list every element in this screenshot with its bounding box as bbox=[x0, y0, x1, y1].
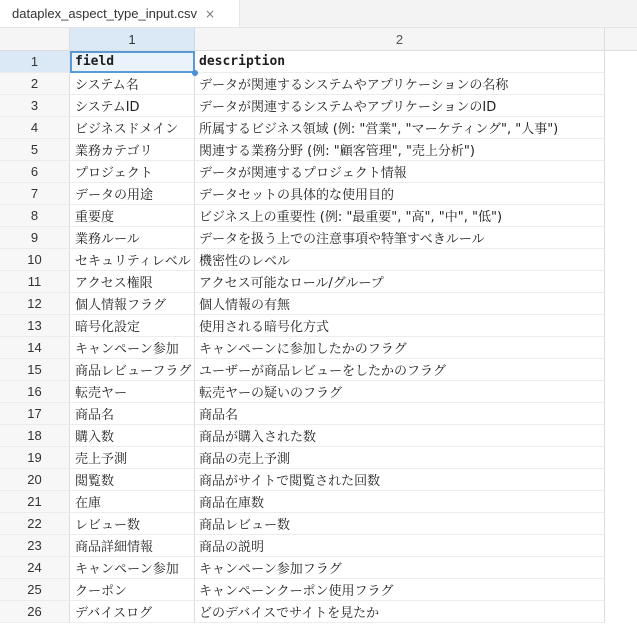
table-row bbox=[0, 315, 637, 337]
cell-field[interactable]: 売上予測 bbox=[70, 447, 195, 469]
cell-field[interactable]: アクセス権限 bbox=[70, 271, 195, 293]
table-row bbox=[0, 249, 637, 271]
row-number[interactable]: 13 bbox=[0, 315, 70, 337]
cell-description[interactable]: 商品の売上予測 bbox=[195, 447, 605, 469]
table-row bbox=[0, 601, 637, 623]
cell-field[interactable]: 商品名 bbox=[70, 403, 195, 425]
table-row bbox=[0, 161, 637, 183]
table-row bbox=[0, 271, 637, 293]
column-header-1[interactable]: 1 bbox=[70, 28, 195, 51]
table-row bbox=[0, 403, 637, 425]
row-number[interactable]: 5 bbox=[0, 139, 70, 161]
table-row bbox=[0, 73, 637, 95]
table-row bbox=[0, 95, 637, 117]
row-number[interactable]: 23 bbox=[0, 535, 70, 557]
cell-field[interactable]: キャンペーン参加 bbox=[70, 337, 195, 359]
table-row bbox=[0, 447, 637, 469]
row-number[interactable]: 21 bbox=[0, 491, 70, 513]
row-number[interactable]: 7 bbox=[0, 183, 70, 205]
cell-field[interactable]: プロジェクト bbox=[70, 161, 195, 183]
cell-description[interactable]: 商品レビュー数 bbox=[195, 513, 605, 535]
cell-field[interactable]: 閲覧数 bbox=[70, 469, 195, 491]
cell-description[interactable]: 所属するビジネス領域 (例: "営業", "マーケティング", "人事") bbox=[195, 117, 605, 139]
cell-field[interactable]: 転売ヤー bbox=[70, 381, 195, 403]
cell-description[interactable]: 転売ヤーの疑いのフラグ bbox=[195, 381, 605, 403]
row-number[interactable]: 22 bbox=[0, 513, 70, 535]
cell-description[interactable]: キャンペーンに参加したかのフラグ bbox=[195, 337, 605, 359]
cell-description[interactable]: 商品がサイトで閲覧された回数 bbox=[195, 469, 605, 491]
table-row bbox=[0, 205, 637, 227]
cell-field[interactable]: システムID bbox=[70, 95, 195, 117]
cell-description[interactable]: 機密性のレベル bbox=[195, 249, 605, 271]
table-row bbox=[0, 381, 637, 403]
cell-description[interactable]: 商品の説明 bbox=[195, 535, 605, 557]
row-number[interactable]: 14 bbox=[0, 337, 70, 359]
row-number[interactable]: 8 bbox=[0, 205, 70, 227]
close-icon[interactable]: × bbox=[205, 6, 216, 21]
cell-field[interactable]: データの用途 bbox=[70, 183, 195, 205]
table-row bbox=[0, 513, 637, 535]
row-number[interactable]: 20 bbox=[0, 469, 70, 491]
table-row bbox=[0, 293, 637, 315]
table-row bbox=[0, 491, 637, 513]
table-row bbox=[0, 469, 637, 491]
cell-description[interactable]: データが関連するシステムやアプリケーションの名称 bbox=[195, 73, 605, 95]
tab-label: dataplex_aspect_type_input.csv bbox=[12, 6, 198, 21]
corner-header[interactable] bbox=[0, 28, 70, 51]
row-number[interactable]: 2 bbox=[0, 73, 70, 95]
table-row bbox=[0, 51, 637, 73]
cell-description[interactable]: 商品在庫数 bbox=[195, 491, 605, 513]
cell-description[interactable]: データが関連するシステムやアプリケーションのID bbox=[195, 95, 605, 117]
cell-description[interactable]: 使用される暗号化方式 bbox=[195, 315, 605, 337]
cell-field[interactable]: field bbox=[70, 51, 195, 73]
table-row bbox=[0, 337, 637, 359]
cell-field[interactable]: 個人情報フラグ bbox=[70, 293, 195, 315]
table-row bbox=[0, 139, 637, 161]
cell-field[interactable]: キャンペーン参加 bbox=[70, 557, 195, 579]
cell-description[interactable]: キャンペーン参加フラグ bbox=[195, 557, 605, 579]
cell-field[interactable]: 業務カテゴリ bbox=[70, 139, 195, 161]
cell-field[interactable]: セキュリティレベル bbox=[70, 249, 195, 271]
cell-description[interactable]: 商品名 bbox=[195, 403, 605, 425]
grid-rows bbox=[0, 51, 637, 623]
cell-field[interactable]: 業務ルール bbox=[70, 227, 195, 249]
cell-field[interactable]: ビジネスドメイン bbox=[70, 117, 195, 139]
table-row bbox=[0, 557, 637, 579]
cell-description[interactable]: 関連する業務分野 (例: "顧客管理", "売上分析") bbox=[195, 139, 605, 161]
table-row bbox=[0, 227, 637, 249]
cell-description[interactable]: 商品が購入された数 bbox=[195, 425, 605, 447]
cell-description[interactable]: ユーザーが商品レビューをしたかのフラグ bbox=[195, 359, 605, 381]
table-row bbox=[0, 117, 637, 139]
cell-description[interactable]: アクセス可能なロール/グループ bbox=[195, 271, 605, 293]
cell-description[interactable]: ビジネス上の重要性 (例: "最重要", "高", "中", "低") bbox=[195, 205, 605, 227]
row-number[interactable]: 12 bbox=[0, 293, 70, 315]
header-filler bbox=[605, 28, 637, 51]
row-number[interactable]: 17 bbox=[0, 403, 70, 425]
cell-description[interactable]: データセットの具体的な使用目的 bbox=[195, 183, 605, 205]
cell-field[interactable]: 在庫 bbox=[70, 491, 195, 513]
row-number[interactable]: 3 bbox=[0, 95, 70, 117]
row-number[interactable]: 18 bbox=[0, 425, 70, 447]
cell-description[interactable]: データが関連するプロジェクト情報 bbox=[195, 161, 605, 183]
cell-field[interactable]: 商品詳細情報 bbox=[70, 535, 195, 557]
row-number[interactable]: 10 bbox=[0, 249, 70, 271]
row-number[interactable]: 26 bbox=[0, 601, 70, 623]
table-row bbox=[0, 359, 637, 381]
tab-bar bbox=[0, 0, 637, 28]
row-number[interactable]: 25 bbox=[0, 579, 70, 601]
cell-field[interactable]: デバイスログ bbox=[70, 601, 195, 623]
cell-field[interactable]: レビュー数 bbox=[70, 513, 195, 535]
cell-description[interactable]: description bbox=[195, 51, 605, 73]
column-header-2[interactable]: 2 bbox=[195, 28, 605, 51]
cell-field[interactable]: クーポン bbox=[70, 579, 195, 601]
tab-csv-file[interactable] bbox=[0, 0, 240, 27]
row-number[interactable]: 19 bbox=[0, 447, 70, 469]
table-row bbox=[0, 579, 637, 601]
cell-field[interactable]: 暗号化設定 bbox=[70, 315, 195, 337]
row-number[interactable]: 9 bbox=[0, 227, 70, 249]
row-number[interactable]: 1 bbox=[0, 51, 70, 73]
cell-field[interactable]: 商品レビューフラグ bbox=[70, 359, 195, 381]
cell-description[interactable]: どのデバイスでサイトを見たか bbox=[195, 601, 605, 623]
table-row bbox=[0, 535, 637, 557]
row-number[interactable]: 6 bbox=[0, 161, 70, 183]
cell-field[interactable]: 購入数 bbox=[70, 425, 195, 447]
row-number[interactable]: 4 bbox=[0, 117, 70, 139]
cell-field[interactable]: 重要度 bbox=[70, 205, 195, 227]
cell-description[interactable]: 個人情報の有無 bbox=[195, 293, 605, 315]
cell-field[interactable]: システム名 bbox=[70, 73, 195, 95]
row-number[interactable]: 11 bbox=[0, 271, 70, 293]
row-number[interactable]: 24 bbox=[0, 557, 70, 579]
cell-description[interactable]: キャンペーンクーポン使用フラグ bbox=[195, 579, 605, 601]
selection-handle[interactable] bbox=[192, 70, 198, 76]
cell-description[interactable]: データを扱う上での注意事項や特筆すべきルール bbox=[195, 227, 605, 249]
table-row bbox=[0, 425, 637, 447]
row-number[interactable]: 15 bbox=[0, 359, 70, 381]
row-number[interactable]: 16 bbox=[0, 381, 70, 403]
table-row bbox=[0, 183, 637, 205]
